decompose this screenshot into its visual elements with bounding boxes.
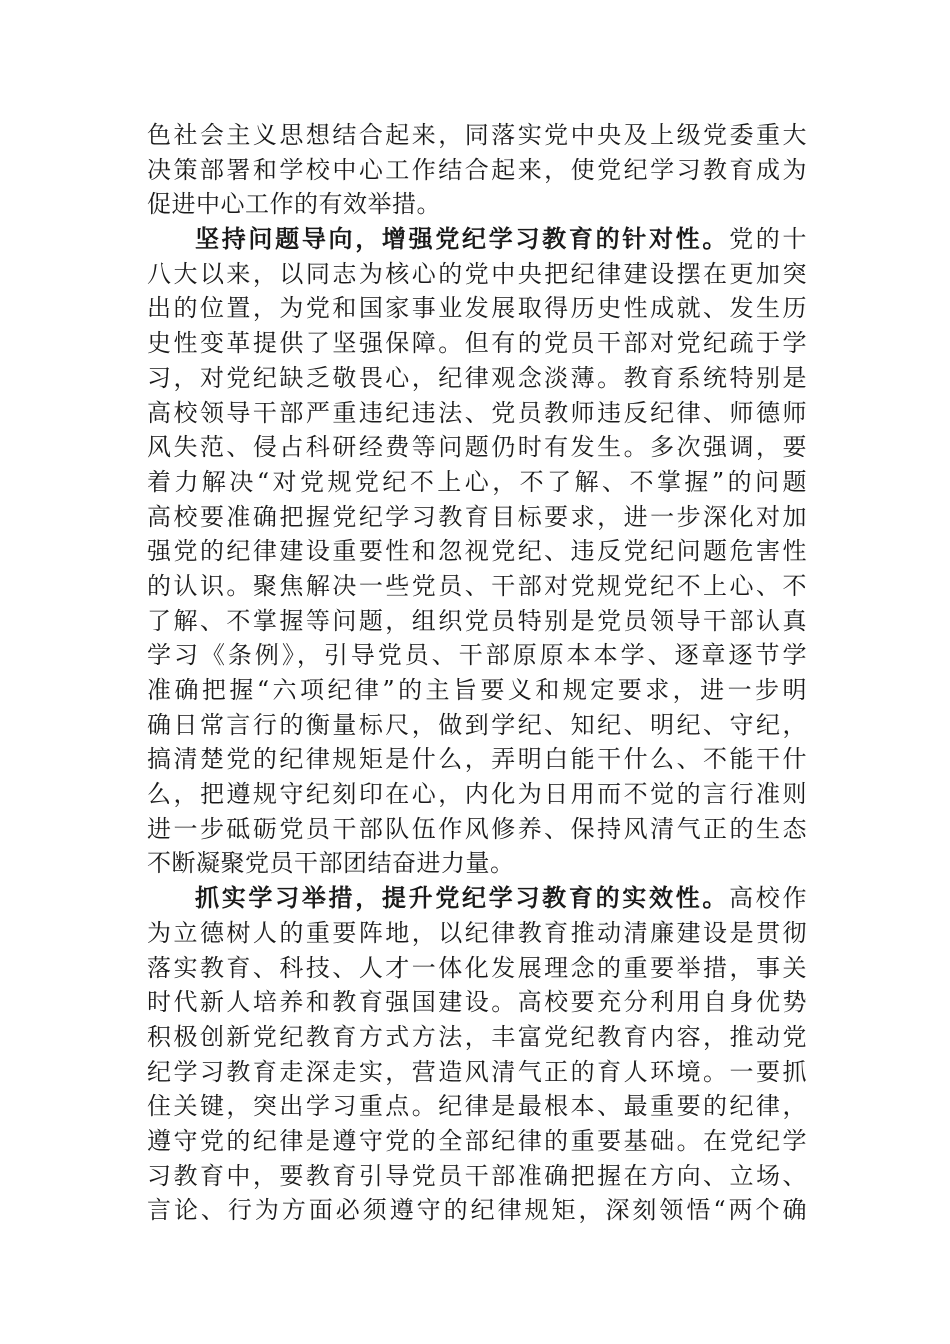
text-line: 时代新人培养和教育强国建设。高校要充分利用自身优势: [147, 988, 807, 1017]
document-body: [147, 118, 807, 1228]
text-line: 强党的纪律建设重要性和忽视党纪、违反党纪问题危害性: [147, 537, 807, 566]
text-line: 为立德树人的重要阵地，以纪律教育推动清廉建设是贯彻: [147, 918, 807, 947]
text-line: 学习《条例》，引导党员、干部原原本本学、逐章逐节学: [147, 641, 807, 670]
text-line: 八大以来，以同志为核心的党中央把纪律建设摆在更加突: [147, 259, 807, 288]
text-line: 色社会主义思想结合起来，同落实党中央及上级党委重大: [147, 121, 807, 149]
text-run: 高校作: [729, 884, 808, 913]
paragraph-1: [147, 118, 807, 222]
text-line: [147, 222, 807, 257]
text-line: 进一步砥砺党员干部队伍作风修养、保持风清气正的生态: [147, 814, 807, 843]
text-line: 落实教育、科技、人才一体化发展理念的重要举措，事关: [147, 953, 807, 982]
paragraph-2: [147, 222, 807, 881]
paragraph-heading: 坚持问题导向，增强党纪学习教育的针对性。: [195, 225, 730, 254]
text-line: 纪学习教育走深走实，营造风清气正的育人环境。一要抓: [147, 1057, 807, 1086]
text-line: 习教育中，要教育引导党员干部准确把握在方向、立场、: [147, 1161, 807, 1190]
text-line: 促进中心工作的有效举措。: [147, 190, 441, 219]
text-line: 出的位置，为党和国家事业发展取得历史性成就、发生历: [147, 294, 807, 323]
text-line: 着力解决“对党规党纪不上心，不了解、不掌握”的问题: [147, 467, 807, 496]
text-line: 风失范、侵占科研经费等问题仍时有发生。多次强调，要: [147, 433, 807, 462]
text-line: 习，对党纪缺乏敬畏心，纪律观念淡薄。教育系统特别是: [147, 363, 807, 392]
text-line: 的认识。聚焦解决一些党员、干部对党规党纪不上心、不: [147, 571, 807, 600]
text-line: 搞清楚党的纪律规矩是什么，弄明白能干什么、不能干什: [147, 745, 807, 774]
text-line: 住关键，突出学习重点。纪律是最根本、最重要的纪律，: [147, 1092, 807, 1121]
text-line: 遵守党的纪律是遵守党的全部纪律的重要基础。在党纪学: [147, 1126, 807, 1155]
text-line: 言论、行为方面必须遵守的纪律规矩，深刻领悟“两个确: [147, 1196, 807, 1225]
text-line: 积极创新党纪教育方式方法，丰富党纪教育内容，推动党: [147, 1022, 807, 1051]
text-line: 史性变革提供了坚强保障。但有的党员干部对党纪疏于学: [147, 329, 807, 358]
text-line: 了解、不掌握等问题，组织党员特别是党员领导干部认真: [147, 606, 807, 635]
text-line: [147, 881, 807, 916]
paragraph-heading: 抓实学习举措，提升党纪学习教育的实效性。: [195, 884, 730, 913]
text-line: 确日常言行的衡量标尺，做到学纪、知纪、明纪、守纪，: [147, 710, 807, 739]
text-line: 高校要准确把握党纪学习教育目标要求，进一步深化对加: [147, 502, 807, 531]
text-run: 党的十: [729, 225, 808, 254]
text-line: 不断凝聚党员干部团结奋进力量。: [147, 849, 515, 878]
text-line: 高校领导干部严重违纪违法、党员教师违反纪律、师德师: [147, 398, 807, 427]
paragraph-3: [147, 881, 807, 1228]
text-line: 准确把握“六项纪律”的主旨要义和规定要求，进一步明: [147, 676, 807, 704]
text-line: 决策部署和学校中心工作结合起来，使党纪学习教育成为: [147, 155, 807, 184]
text-line: 么，把遵规守纪刻印在心，内化为日用而不觉的言行准则: [147, 780, 807, 809]
